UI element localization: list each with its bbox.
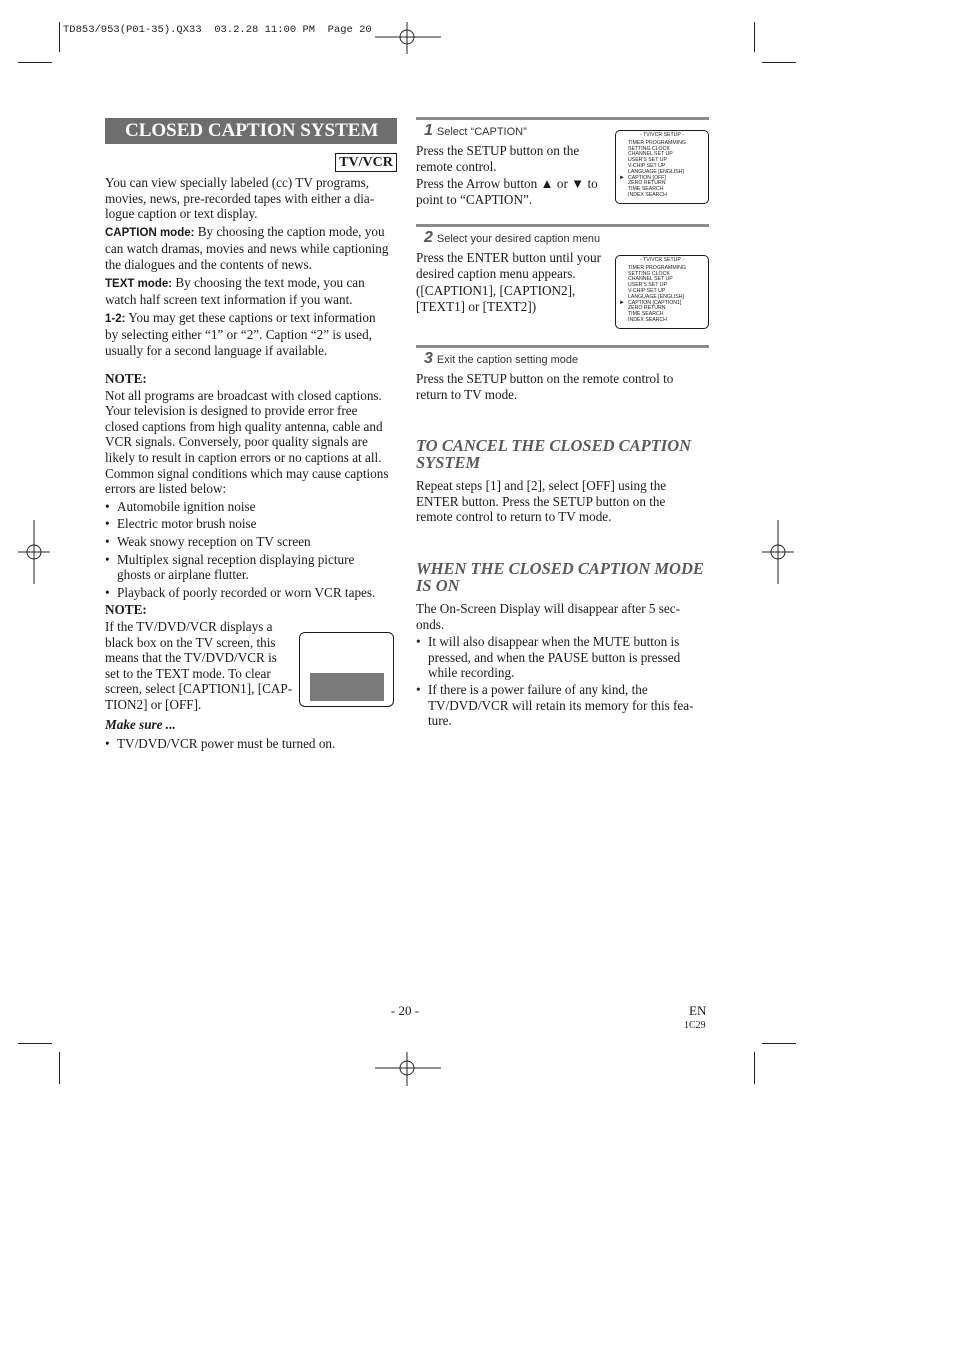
list-item: • Playback of poorly recorded or worn VCR tapes. <box>105 585 401 601</box>
text-line: means that the TV/DVD/VCR is <box>105 650 277 666</box>
list-item: • Weak snowy reception on TV screen <box>105 534 401 550</box>
page-number: - 20 - <box>390 1003 420 1018</box>
osd-item: USER'S SET UP <box>628 157 667 164</box>
text-line: by selecting either “1” or “2”. Caption “2” is used, <box>105 327 372 343</box>
when-on-text <box>416 601 709 729</box>
osd-item: V-CHIP SET UP <box>628 287 666 294</box>
text-mode-paragraph <box>105 275 400 308</box>
cursor-arrow-icon: ► <box>619 299 625 306</box>
model-code: 1C29 <box>684 1020 706 1031</box>
text-line: remote control to return to TV mode. <box>416 509 612 525</box>
text-line: ENTER button. Press the SETUP button on the <box>416 493 666 509</box>
text-line: pressed, and when the PAUSE button is pressed <box>428 649 681 665</box>
text-line: likely to result in caption errors or no captions at all. <box>105 449 382 465</box>
step-3-header <box>424 350 578 368</box>
registration-mark <box>375 22 441 54</box>
text-line: onds. <box>416 616 445 632</box>
tv-vcr-badge: TV/VCR <box>335 153 397 172</box>
text-line: You may get these captions or text information <box>125 309 376 325</box>
text-line: ghosts or airplane flutter. <box>117 567 249 583</box>
osd-item: TIMER PROGRAMMING <box>628 264 686 271</box>
make-sure-list <box>105 736 401 752</box>
text-line: screen, select [CAPTION1], [CAP- <box>105 681 293 697</box>
text-line: ture. <box>428 713 452 729</box>
black-box-image <box>310 673 384 701</box>
text-line: Common signal conditions which may cause captions <box>105 465 389 481</box>
text-line: remote control. <box>416 159 497 175</box>
step-rule <box>416 117 709 120</box>
text-line: By choosing the caption mode, you <box>194 223 385 239</box>
step-title: Select “CAPTION” <box>436 126 527 138</box>
text-line: Your television is designed to provide error free <box>105 403 358 419</box>
text-line: Repeat steps [1] and [2], select [OFF] using the <box>416 478 667 493</box>
text-line: the dialogues and the contents of news. <box>105 256 312 272</box>
text-line: • If there is a power failure of any kind, the <box>428 681 648 697</box>
intro-paragraph <box>105 175 400 359</box>
text-line: Press the SETUP button on the <box>416 143 580 158</box>
registration-mark <box>375 1052 441 1086</box>
registration-mark <box>18 520 50 584</box>
text-line: movies, news, pre-recorded tapes with either a dia- <box>105 190 375 206</box>
osd-item: USER'S SET UP <box>628 282 667 289</box>
text-line: desired caption menu appears. <box>416 266 576 282</box>
note-heading: NOTE: <box>105 371 147 386</box>
osd-item: SETTING CLOCK <box>628 145 670 152</box>
text-line: closed captions from high quality antenna, cable and <box>105 418 383 434</box>
text-line: WHEN THE CLOSED CAPTION MODE <box>416 559 704 578</box>
when-on-heading <box>416 560 711 594</box>
step-title: Select your desired caption menu <box>436 233 601 245</box>
list-item <box>105 552 401 583</box>
step-3-text <box>416 371 709 404</box>
text-line: Press the Arrow button ▲ or ▼ to <box>416 175 598 191</box>
cursor-arrow-icon: ► <box>619 174 625 181</box>
text-line: logue caption or text display. <box>105 206 258 222</box>
text-line: ([CAPTION1], [CAPTION2], <box>416 282 576 298</box>
text-line: [TEXT1] or [TEXT2]) <box>416 299 537 315</box>
text-line: Not all programs are broadcast with closed captions. <box>105 387 382 403</box>
osd-item: CHANNEL SET UP <box>628 151 673 158</box>
osd-item: LANGUAGE [ENGLISH] <box>628 168 684 175</box>
text-line: IS ON <box>416 576 460 595</box>
step-1-header <box>424 122 527 140</box>
osd-item: V-CHIP SET UP <box>628 162 666 169</box>
step-number: 2 <box>424 229 433 246</box>
text-line: VCR signals. Conversely, poor quality signals are <box>105 434 368 450</box>
text-line: You can view specially labeled (cc) TV programs, <box>105 175 370 190</box>
one-two-label: 1-2: <box>105 312 126 325</box>
osd-item: ZERO RETURN <box>628 305 666 312</box>
list-item: • Automobile ignition noise <box>105 499 401 515</box>
osd-title: - TV/VCR SETUP - <box>640 132 684 138</box>
text-line: TION2] or [OFF]. <box>105 696 202 712</box>
text-line: Press the SETUP button on the remote control to <box>416 371 674 386</box>
make-sure-heading: Make sure ... <box>105 717 176 733</box>
cancel-heading <box>416 437 711 471</box>
osd-title: - TV/VCR SETUP - <box>640 257 684 263</box>
note-heading: NOTE: <box>105 602 147 618</box>
text-line: SYSTEM <box>416 453 481 472</box>
text-line: • Multiplex signal reception displaying picture <box>117 551 355 567</box>
osd-item: TIME SEARCH <box>628 311 664 318</box>
text-line: By choosing the text mode, you can <box>172 274 365 290</box>
text-line: If the TV/DVD/VCR displays a <box>105 618 273 634</box>
language-code: EN <box>689 1003 707 1018</box>
step-number: 3 <box>424 350 433 367</box>
list-item <box>416 634 709 681</box>
step-rule <box>416 224 709 227</box>
text-line: The On-Screen Display will disappear after 5 sec- <box>416 601 681 616</box>
list-item: • TV/DVD/VCR power must be turned on. <box>105 736 401 752</box>
osd-item: SETTING CLOCK <box>628 270 670 277</box>
osd-item: CHANNEL SET UP <box>628 276 673 283</box>
osd-item: ZERO RETURN <box>628 180 666 187</box>
step-number: 1 <box>424 122 433 139</box>
text-line: point to “CAPTION”. <box>416 192 533 208</box>
list-item <box>416 682 709 729</box>
caption-mode-paragraph <box>105 224 400 273</box>
one-two-paragraph <box>105 310 400 359</box>
osd-item: TIMER PROGRAMMING <box>628 139 686 146</box>
list-item: • Electric motor brush noise <box>105 516 401 532</box>
text-line: return to TV mode. <box>416 387 518 403</box>
text-line: set to the TEXT mode. To clear <box>105 665 271 681</box>
osd-setup-menu-2 <box>615 255 709 329</box>
when-on-bullet-list <box>416 634 709 729</box>
text-line: while recording. <box>428 665 515 681</box>
step-2-header <box>424 229 600 247</box>
text-line: TV/DVD/VCR will retain its memory for this fea- <box>428 697 694 713</box>
text-line: watch half screen text information if you want. <box>105 292 353 308</box>
osd-item: INDEX SEARCH <box>628 316 667 323</box>
cancel-text <box>416 478 709 525</box>
step-1-text <box>416 143 616 209</box>
text-line: usually for a second language if available. <box>105 342 328 358</box>
osd-item: INDEX SEARCH <box>628 191 667 198</box>
caption-mode-label: CAPTION mode: <box>105 226 195 239</box>
print-slug: TD853/953(P01-35).QX33 03.2.28 11:00 PM Page 20 <box>63 24 372 36</box>
step-title: Exit the caption setting mode <box>436 354 579 366</box>
registration-mark <box>762 520 794 584</box>
noise-bullet-list <box>105 499 401 601</box>
step-2-text <box>416 250 616 316</box>
osd-item-label: CAPTION [OFF] <box>628 174 666 181</box>
osd-item: LANGUAGE [ENGLISH] <box>628 293 684 300</box>
text-line: black box on the TV screen, this <box>105 634 276 650</box>
osd-setup-menu-1 <box>615 130 709 204</box>
text-line: Press the ENTER button until your <box>416 250 601 265</box>
tv-screen-illustration <box>299 632 394 707</box>
text-line: can watch dramas, movies and news while captioning <box>105 241 389 257</box>
text-line: • It will also disappear when the MUTE button is <box>428 634 680 650</box>
page-title: CLOSED CAPTION SYSTEM <box>105 118 397 144</box>
text-line: errors are listed below: <box>105 481 227 497</box>
osd-item: TIME SEARCH <box>628 186 664 193</box>
step-rule <box>416 345 709 348</box>
osd-item-label: CAPTION [CAPTION1] <box>628 299 682 306</box>
text-line: TO CANCEL THE CLOSED CAPTION <box>416 436 692 455</box>
text-mode-label: TEXT mode: <box>105 277 173 290</box>
